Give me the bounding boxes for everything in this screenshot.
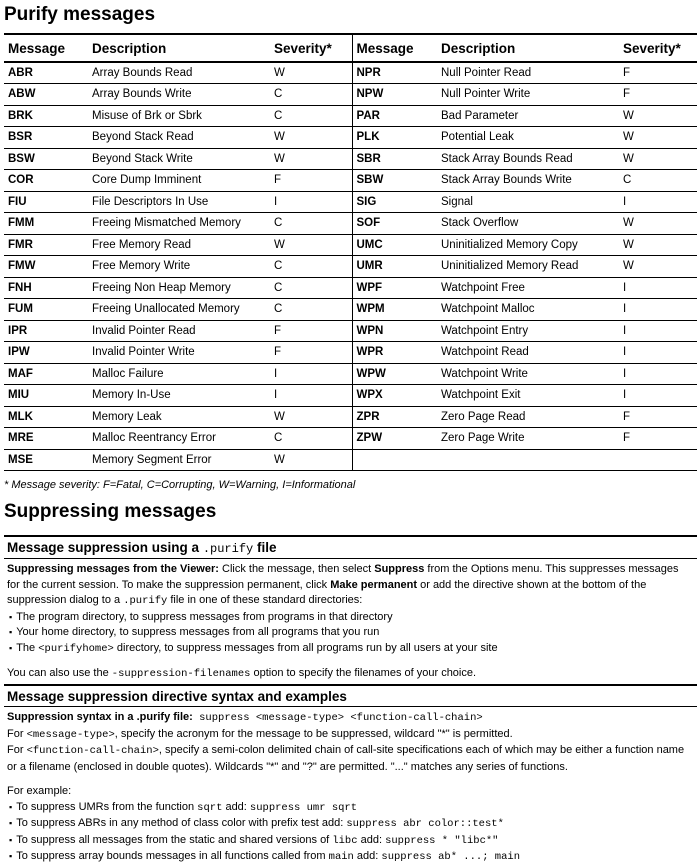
section-body xyxy=(4,707,697,863)
header-message: Message xyxy=(352,34,437,62)
table-row xyxy=(4,256,697,278)
message-description: Watchpoint Write xyxy=(437,363,619,385)
message-severity: I xyxy=(619,320,697,342)
message-description: Watchpoint Exit xyxy=(437,385,619,407)
table-row xyxy=(4,277,697,299)
table-row xyxy=(4,320,697,342)
message-code: NPR xyxy=(352,62,437,84)
message-code: SOF xyxy=(352,213,437,235)
message-severity: F xyxy=(270,170,352,192)
message-description: Watchpoint Malloc xyxy=(437,299,619,321)
list-item: ▪ To suppress UMRs from the function sqrt add: suppress umr sqrt xyxy=(7,800,694,817)
message-description: Null Pointer Read xyxy=(437,62,619,84)
message-severity: C xyxy=(270,105,352,127)
message-severity: C xyxy=(270,299,352,321)
message-severity: W xyxy=(619,105,697,127)
message-severity: I xyxy=(619,299,697,321)
message-description: Beyond Stack Read xyxy=(88,127,270,149)
list-item: ▪ To suppress array bounds messages in all functions called from main add: suppress ab* ...; main xyxy=(7,849,694,863)
message-description: Stack Overflow xyxy=(437,213,619,235)
message-code: IPR xyxy=(4,320,88,342)
table-row xyxy=(4,191,697,213)
message-severity: C xyxy=(270,213,352,235)
section-heading: Message suppression directive syntax and examples xyxy=(4,684,697,707)
table-row xyxy=(4,342,697,364)
message-severity: W xyxy=(619,256,697,278)
message-description: Core Dump Imminent xyxy=(88,170,270,192)
section-heading: Message suppression using a .purify file xyxy=(4,535,697,559)
message-code: ABR xyxy=(4,62,88,84)
message-description: Array Bounds Write xyxy=(88,84,270,106)
section-body xyxy=(4,559,697,687)
message-code: FIU xyxy=(4,191,88,213)
message-description: Watchpoint Free xyxy=(437,277,619,299)
message-description xyxy=(437,449,619,471)
message-code: WPX xyxy=(352,385,437,407)
message-severity: W xyxy=(270,234,352,256)
message-code: FUM xyxy=(4,299,88,321)
message-code: FMW xyxy=(4,256,88,278)
severity-footnote: * Message severity: F=Fatal, C=Corrupting, W=Warning, I=Informational xyxy=(4,479,356,491)
message-severity: W xyxy=(619,148,697,170)
message-description: Signal xyxy=(437,191,619,213)
message-severity: F xyxy=(270,342,352,364)
message-severity: W xyxy=(270,62,352,84)
message-description: File Descriptors In Use xyxy=(88,191,270,213)
message-code: WPM xyxy=(352,299,437,321)
header-message: Message xyxy=(4,34,88,62)
table-header-row xyxy=(4,34,697,62)
table-row xyxy=(4,449,697,471)
message-code: MRE xyxy=(4,428,88,450)
message-description: Invalid Pointer Write xyxy=(88,342,270,364)
message-code: ABW xyxy=(4,84,88,106)
list-item: ▪ To suppress all messages from the static and shared versions of libc add: suppress * "libc*" xyxy=(7,833,694,850)
message-description: Zero Page Read xyxy=(437,406,619,428)
message-description: Beyond Stack Write xyxy=(88,148,270,170)
message-severity: W xyxy=(619,127,697,149)
message-code: SBW xyxy=(352,170,437,192)
message-severity: I xyxy=(270,363,352,385)
message-severity: W xyxy=(270,127,352,149)
message-description: Malloc Failure xyxy=(88,363,270,385)
paragraph: For <message-type>, specify the acronym for the message to be suppressed, wildcard "*" is permitted. xyxy=(7,727,513,741)
message-description: Free Memory Read xyxy=(88,234,270,256)
message-severity: F xyxy=(619,428,697,450)
message-severity: W xyxy=(270,449,352,471)
message-code: COR xyxy=(4,170,88,192)
message-severity: F xyxy=(619,406,697,428)
message-severity: I xyxy=(270,191,352,213)
message-description: Malloc Reentrancy Error xyxy=(88,428,270,450)
message-code: SBR xyxy=(352,148,437,170)
message-code: ZPW xyxy=(352,428,437,450)
message-description: Stack Array Bounds Read xyxy=(437,148,619,170)
message-description: Null Pointer Write xyxy=(437,84,619,106)
table-row xyxy=(4,428,697,450)
table-row xyxy=(4,299,697,321)
table-row xyxy=(4,148,697,170)
message-code: FMM xyxy=(4,213,88,235)
message-description: Freeing Unallocated Memory xyxy=(88,299,270,321)
message-description: Misuse of Brk or Sbrk xyxy=(88,105,270,127)
table-row xyxy=(4,105,697,127)
paragraph: For <function-call-chain>, specify a semi-colon delimited chain of call-site specifications each of which may be either a function name or a filename (enclosed in double quotes). Wildcards "*" and "?" are permitted. "..." matches any series of functions. xyxy=(7,744,685,773)
message-code: MSE xyxy=(4,449,88,471)
message-code: SIG xyxy=(352,191,437,213)
message-code xyxy=(352,449,437,471)
message-code: MIU xyxy=(4,385,88,407)
message-description: Potential Leak xyxy=(437,127,619,149)
message-severity: F xyxy=(619,84,697,106)
header-severity: Severity* xyxy=(619,34,697,62)
message-code: ZPR xyxy=(352,406,437,428)
message-severity: C xyxy=(619,170,697,192)
table-row xyxy=(4,170,697,192)
message-code: MAF xyxy=(4,363,88,385)
message-severity: W xyxy=(270,406,352,428)
message-code: IPW xyxy=(4,342,88,364)
message-description: Uninitialized Memory Read xyxy=(437,256,619,278)
table-row xyxy=(4,385,697,407)
message-severity: F xyxy=(619,62,697,84)
list-item: ▪ The program directory, to suppress messages from programs in that directory xyxy=(7,610,694,626)
message-description: Bad Parameter xyxy=(437,105,619,127)
message-severity: I xyxy=(619,363,697,385)
header-description: Description xyxy=(437,34,619,62)
message-description: Freeing Mismatched Memory xyxy=(88,213,270,235)
message-description: Freeing Non Heap Memory xyxy=(88,277,270,299)
table-row xyxy=(4,213,697,235)
table-row xyxy=(4,406,697,428)
message-severity: I xyxy=(270,385,352,407)
suppression-file-section xyxy=(4,535,697,687)
message-severity: C xyxy=(270,277,352,299)
table-row xyxy=(4,127,697,149)
message-code: WPW xyxy=(352,363,437,385)
message-code: FMR xyxy=(4,234,88,256)
message-severity: I xyxy=(619,342,697,364)
list-item: ▪ Your home directory, to suppress messages from all programs that you run xyxy=(7,625,694,641)
message-code: FNH xyxy=(4,277,88,299)
message-description: Uninitialized Memory Copy xyxy=(437,234,619,256)
table-row xyxy=(4,363,697,385)
message-description: Memory In-Use xyxy=(88,385,270,407)
table-row xyxy=(4,234,697,256)
message-description: Free Memory Write xyxy=(88,256,270,278)
message-severity: I xyxy=(619,191,697,213)
paragraph: Suppressing messages from the Viewer: Click the message, then select Suppress from the Options menu. This suppresses messages for the current session. To make the suppression permanent, click Make permanent or add the directive shown at the bottom of the suppression dialog to a .purify file in one of these standard directories: xyxy=(7,563,679,607)
message-code: UMC xyxy=(352,234,437,256)
message-severity: W xyxy=(270,148,352,170)
message-description: Memory Leak xyxy=(88,406,270,428)
message-code: WPF xyxy=(352,277,437,299)
table-row xyxy=(4,62,697,84)
message-code: BSW xyxy=(4,148,88,170)
message-description: Array Bounds Read xyxy=(88,62,270,84)
message-severity: I xyxy=(619,385,697,407)
message-description: Zero Page Write xyxy=(437,428,619,450)
message-severity: W xyxy=(619,213,697,235)
message-severity: C xyxy=(270,428,352,450)
header-description: Description xyxy=(88,34,270,62)
message-code: MLK xyxy=(4,406,88,428)
suppression-syntax-section xyxy=(4,684,697,863)
message-code: BRK xyxy=(4,105,88,127)
message-code: WPN xyxy=(352,320,437,342)
syntax-line: Suppression syntax in a .purify file: suppress <message-type> <function-call-chain> xyxy=(7,711,483,724)
message-severity: F xyxy=(270,320,352,342)
message-code: PAR xyxy=(352,105,437,127)
header-severity: Severity* xyxy=(270,34,352,62)
message-code: BSR xyxy=(4,127,88,149)
message-code: WPR xyxy=(352,342,437,364)
table-row xyxy=(4,84,697,106)
message-description: Invalid Pointer Read xyxy=(88,320,270,342)
message-severity: C xyxy=(270,256,352,278)
message-description: Memory Segment Error xyxy=(88,449,270,471)
message-description: Watchpoint Read xyxy=(437,342,619,364)
paragraph: You can also use the -suppression-filenames option to specify the filenames of your choice. xyxy=(7,667,477,680)
list-item: ▪ To suppress ABRs in any method of class color with prefix test add: suppress abr color::test* xyxy=(7,816,694,833)
message-severity xyxy=(619,449,697,471)
message-severity: I xyxy=(619,277,697,299)
message-severity: W xyxy=(619,234,697,256)
list-item: ▪ The <purifyhome> directory, to suppress messages from all programs run by all users at your site xyxy=(7,641,694,658)
message-code: NPW xyxy=(352,84,437,106)
section-title: Suppressing messages xyxy=(4,501,217,522)
page-title: Purify messages xyxy=(4,4,156,25)
message-description: Watchpoint Entry xyxy=(437,320,619,342)
message-severity: C xyxy=(270,84,352,106)
paragraph: For example: xyxy=(7,785,72,797)
messages-table xyxy=(4,33,697,471)
message-description: Stack Array Bounds Write xyxy=(437,170,619,192)
message-code: UMR xyxy=(352,256,437,278)
message-code: PLK xyxy=(352,127,437,149)
